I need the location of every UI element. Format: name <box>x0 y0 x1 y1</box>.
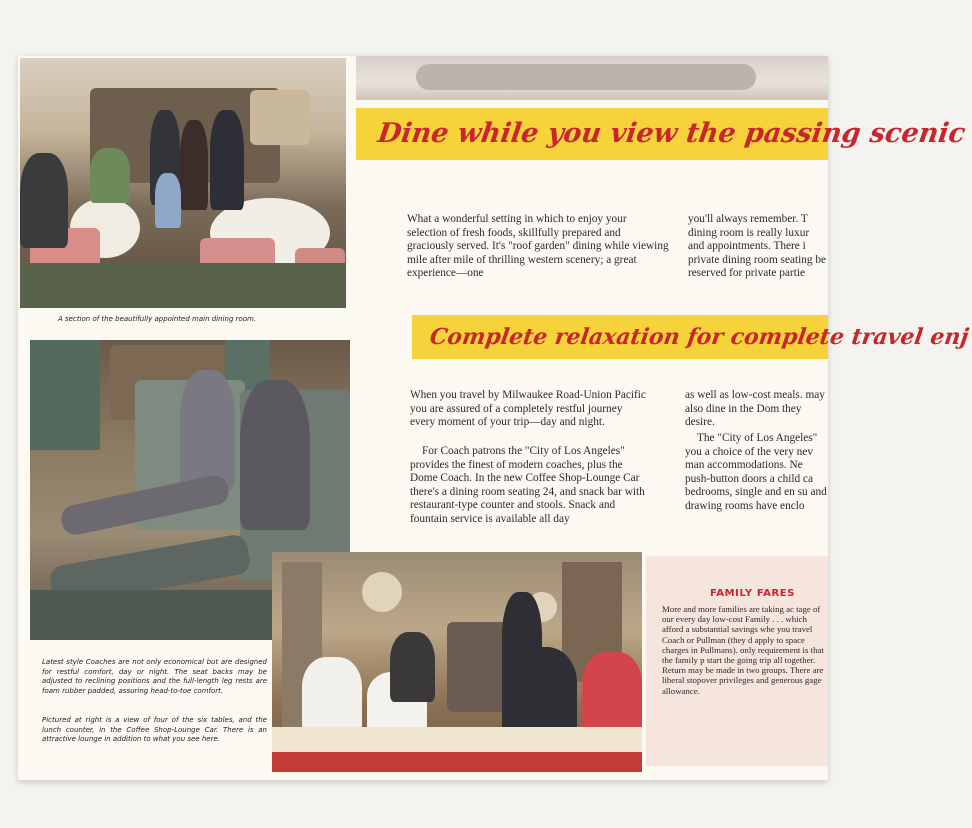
photo-wall-decor <box>362 572 402 612</box>
family-fares-title: FAMILY FARES <box>710 588 795 599</box>
photo-family <box>210 110 244 210</box>
family-fares-text: More and more families are taking ac tage of our every day low-cost Family . . . which afford a substantial savings whe you travel Coach or Pullman (they d apply to space charges in Pullmans). only requirement is that the family p start the going trip all together. Return may be made in two groups. There are liberal stopover privileges and generous gage allowance. <box>662 604 824 696</box>
dome-ceiling-photo <box>356 56 828 100</box>
coaches-caption: Latest style Coaches are not only economical but are designed for restful comfort, day or night. The seat backs may be adjusted to reclining positions and the full-length leg rests are foam rubber padded, assuring head-to-toe comfort. <box>42 658 267 695</box>
photo-man <box>390 632 435 702</box>
relax-paragraph-1: When you travel by Milwaukee Road-Union Pacific you are assured of a completely restful journey every moment of your trip—day and night. <box>410 389 646 429</box>
relax-banner-text: Complete relaxation for complete travel enj <box>428 324 971 350</box>
photo-man <box>502 647 577 737</box>
dining-room-photo <box>20 58 346 308</box>
photo-mural <box>250 90 310 145</box>
lounge-caption: Pictured at right is a view of four of the six tables, and the lunch counter, in the Coffee Shop-Lounge Car. There is an attractive lounge in addition to what you see here. <box>42 716 267 743</box>
photo-woman <box>180 370 235 490</box>
dine-paragraph-2: you'll always remember. T dining room is really luxur and appointments. There i private dining room seating be reserved for private partie <box>688 213 827 280</box>
photo-woman <box>302 657 362 732</box>
dine-banner-text: Dine while you view the passing scenic <box>375 118 968 149</box>
photo-diner <box>20 153 68 248</box>
photo-ceiling-fixture <box>416 64 756 90</box>
photo-counter <box>447 622 507 712</box>
photo-child <box>155 173 181 228</box>
photo-curtain <box>30 340 100 450</box>
family-fares-panel <box>646 556 828 766</box>
relax-banner <box>412 315 971 359</box>
relax-paragraph-4: The "City of Los Angeles" you a choice of the very nev man accommodations. Ne push-button doors a child ca bedrooms, single and en su and drawing rooms have enclo <box>685 432 827 512</box>
coffee-shop-lounge-photo <box>272 552 642 772</box>
photo-woman <box>240 380 310 530</box>
photo-carpet <box>20 263 346 308</box>
dining-caption: A section of the beautifully appointed main dining room. <box>58 315 257 323</box>
relax-paragraph-3: as well as low-cost meals. may also dine in the Dom they desire. <box>685 389 825 429</box>
photo-family <box>180 120 208 210</box>
photo-chairs <box>272 752 642 772</box>
dine-banner <box>356 108 968 160</box>
photo-diner <box>90 148 130 203</box>
photo-woman <box>582 652 642 732</box>
dine-paragraph-1: What a wonderful setting in which to enjoy your selection of fresh foods, skillfully prepared and graciously served. It's "roof garden" dining while viewing mile after mile of thrilling western scenery; a great experience—one <box>407 213 669 280</box>
relax-paragraph-2: For Coach patrons the "City of Los Angeles" provides the finest of modern coaches, plus the Dome Coach. In the new Coffee Shop-Lounge Car there's a dining room seating 24, and snack bar with restaurant-type counter and stools. Snack and fountain service is available all day <box>410 445 645 525</box>
